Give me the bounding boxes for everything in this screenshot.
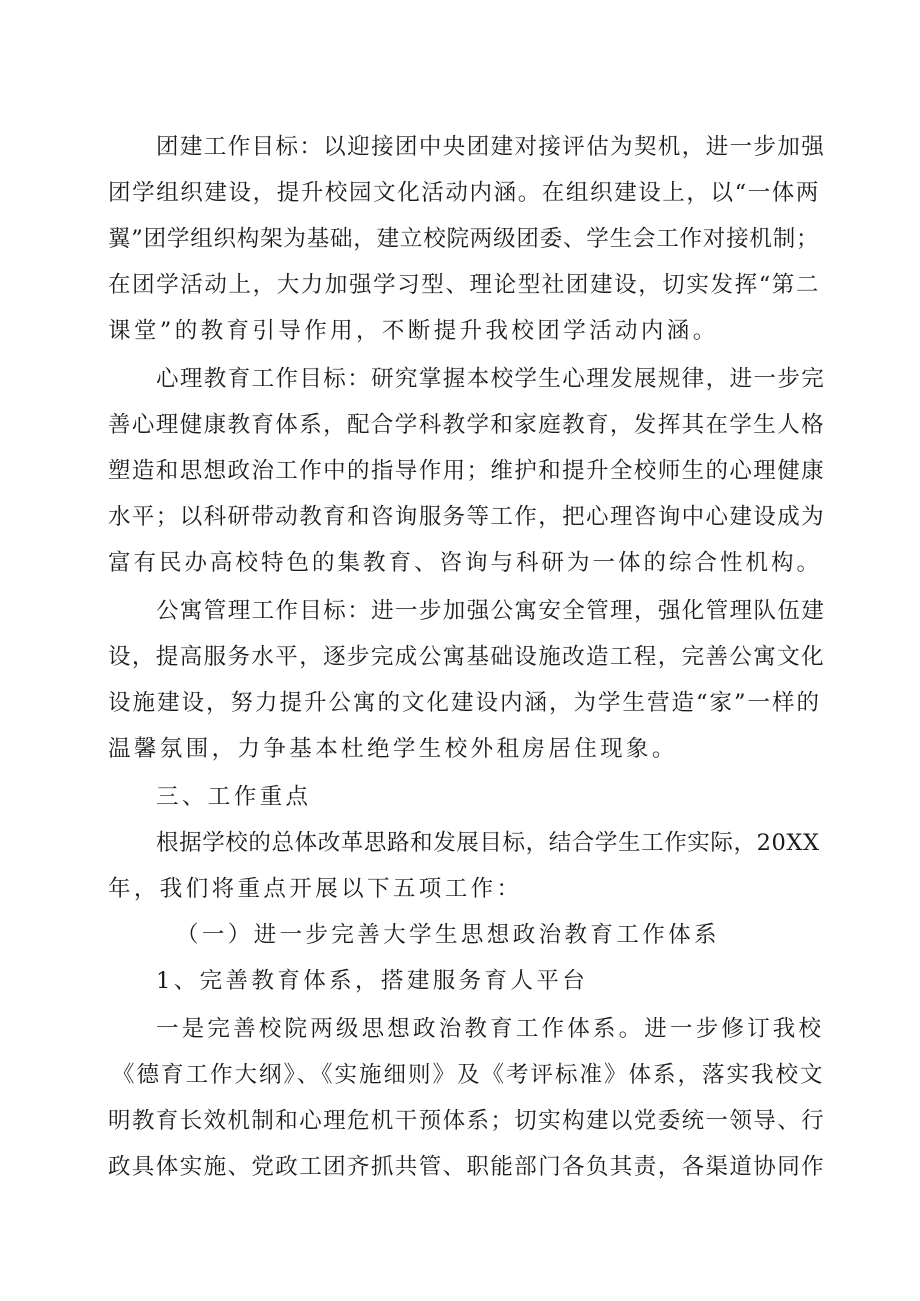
text-line: 善心理健康教育体系，配合学科教学和家庭教育，发挥其在学生人格 [108,412,826,438]
text-line: 心理教育工作目标：研究掌握本校学生心理发展规律，进一步完 [156,366,826,392]
text-line: 公寓管理工作目标：进一步加强公寓安全管理，强化管理队伍建 [156,598,826,624]
text-line: 在团学活动上，大力加强学习型、理论型社团建设，切实发挥“第二 [108,272,821,298]
text-line: 明教育长效机制和心理危机干预体系；切实构建以党委统一领导、行 [108,1108,826,1134]
text-line: 一是完善校院两级思想政治教育工作体系。进一步修订我校 [156,1016,825,1042]
text-line: 团建工作目标：以迎接团中央团建对接评估为契机，进一步加强 [156,134,826,160]
text-line: 水平；以科研带动教育和咨询服务等工作，把心理咨询中心建设成为 [108,504,826,530]
text-line: 课堂”的教育引导作用，不断提升我校团学活动内涵。 [108,318,719,344]
text-line: 富有民办高校特色的集教育、咨询与科研为一体的综合性机构。 [108,550,823,576]
text-line: 年，我们将重点开展以下五项工作： [108,876,523,902]
text-line: 设施建设，努力提升公寓的文化建设内涵，为学生营造“家”一样的 [108,690,822,716]
text-line: 翼”团学组织构架为基础，建立校院两级团委、学生会工作对接机制； [108,226,820,252]
text-line: 政具体实施、党政工团齐抓共管、职能部门各负其责，各渠道协同作 [108,1154,826,1180]
section-heading: 三、工作重点 [156,784,312,810]
item-heading: 1、完善教育体系，搭建服务育人平台 [156,968,589,994]
text-line: 塑造和思想政治工作中的指导作用；维护和提升全校师生的心理健康 [108,458,826,484]
text-line: 温馨氛围，力争基本杜绝学生校外租房居住现象。 [108,736,678,762]
text-line: 团学组织建设，提升校园文化活动内涵。在组织建设上，以“一体两 [108,180,821,206]
subsection-heading: （一）进一步完善大学生思想政治教育工作体系 [176,922,720,948]
text-line: 设，提高服务水平，逐步完成公寓基础设施改造工程，完善公寓文化 [108,644,826,670]
text-line: 《德育工作大纲》、《实施细则》及《考评标准》体系，落实我校文 [112,1062,825,1088]
text-line: 根据学校的总体改革思路和发展目标，结合学生工作实际，20XX [156,830,820,856]
